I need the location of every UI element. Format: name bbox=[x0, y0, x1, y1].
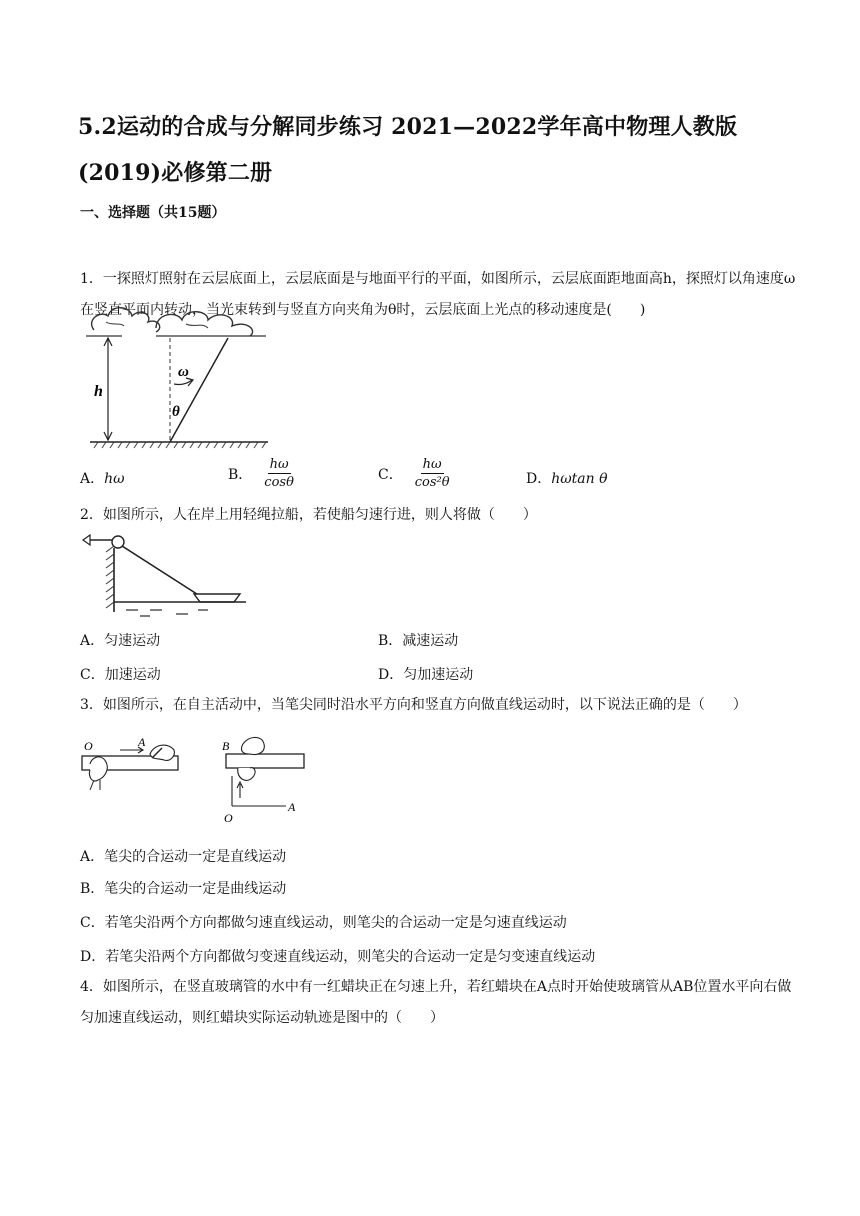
section-heading: 一、选择题（共15题） bbox=[80, 205, 226, 221]
label-a2: A bbox=[288, 800, 296, 814]
question-4-text: 4．如图所示，在竖直玻璃管的水中有一红蜡块正在匀速上升，若红蜡块在A点时开始使玻璃管从AB位置水平向右做匀加速直线运动，则红蜡块实际运动轨迹是图中的（ ） bbox=[80, 979, 792, 1026]
q1-option-b[interactable]: B． $\frac{h\omega}{\cos\theta}$ bbox=[228, 457, 294, 490]
q2-option-a[interactable]: A．匀速运动 bbox=[80, 633, 161, 649]
q3-option-b[interactable]: B．笔尖的合运动一定是曲线运动 bbox=[80, 881, 287, 897]
q2-option-d[interactable]: D．匀加速运动 bbox=[378, 667, 474, 683]
q1-option-c-fraction: $\frac{h\omega}{\text{cos²θ}}$ bbox=[414, 457, 450, 490]
q3-option-d[interactable]: D．若笔尖沿两个方向都做匀变速直线运动，则笔尖的合运动一定是匀变速直线运动 bbox=[80, 949, 596, 965]
label-a1: A bbox=[138, 736, 146, 749]
label-o1: O bbox=[84, 739, 93, 753]
q3-option-a[interactable]: A．笔尖的合运动一定是直线运动 bbox=[80, 849, 287, 865]
searchlight-figure bbox=[86, 300, 276, 450]
boat-rope-figure bbox=[80, 530, 250, 620]
q1-option-d[interactable]: D．hωtan θ bbox=[526, 471, 608, 487]
q3-option-c[interactable]: C．若笔尖沿两个方向都做匀速直线运动，则笔尖的合运动一定是匀速直线运动 bbox=[80, 915, 567, 931]
q1-option-a[interactable]: A．hω bbox=[80, 471, 125, 487]
question-1-text: 1．一探照灯照射在云层底面上，云层底面是与地面平行的平面，如图所示，云层底面距地面高h，探照灯以角速度ω在竖直平面内转动，当光束转到与竖直方向夹角为θ时，云层底面上光点的移动速度是( ) bbox=[80, 271, 796, 318]
q2-option-b[interactable]: B．减速运动 bbox=[378, 633, 459, 649]
label-theta: θ bbox=[172, 404, 180, 420]
label-b2: B bbox=[222, 739, 230, 753]
question-2-text: 2．如图所示，人在岸上用轻绳拉船，若使船匀速行进，则人将做（ ） bbox=[80, 507, 537, 523]
pen-vertical-figure bbox=[218, 732, 308, 824]
document-title: 5.2运动的合成与分解同步练习 2021—2022学年高中物理人教版(2019)必修第二册 bbox=[78, 114, 738, 186]
pen-horizontal-figure bbox=[80, 736, 190, 796]
label-h: h bbox=[94, 383, 103, 400]
q1-option-c[interactable]: C． $\frac{h\omega}{\text{cos²θ}}$ bbox=[378, 457, 450, 490]
q2-option-c[interactable]: C．加速运动 bbox=[80, 667, 161, 683]
label-o2: O bbox=[224, 811, 233, 824]
q1-option-b-fraction: $\frac{h\omega}{\cos\theta}$ bbox=[264, 457, 294, 490]
label-omega: ω bbox=[178, 364, 189, 380]
question-3-text: 3．如图所示，在自主活动中，当笔尖同时沿水平方向和竖直方向做直线运动时，以下说法正确的是（ ） bbox=[80, 697, 747, 713]
